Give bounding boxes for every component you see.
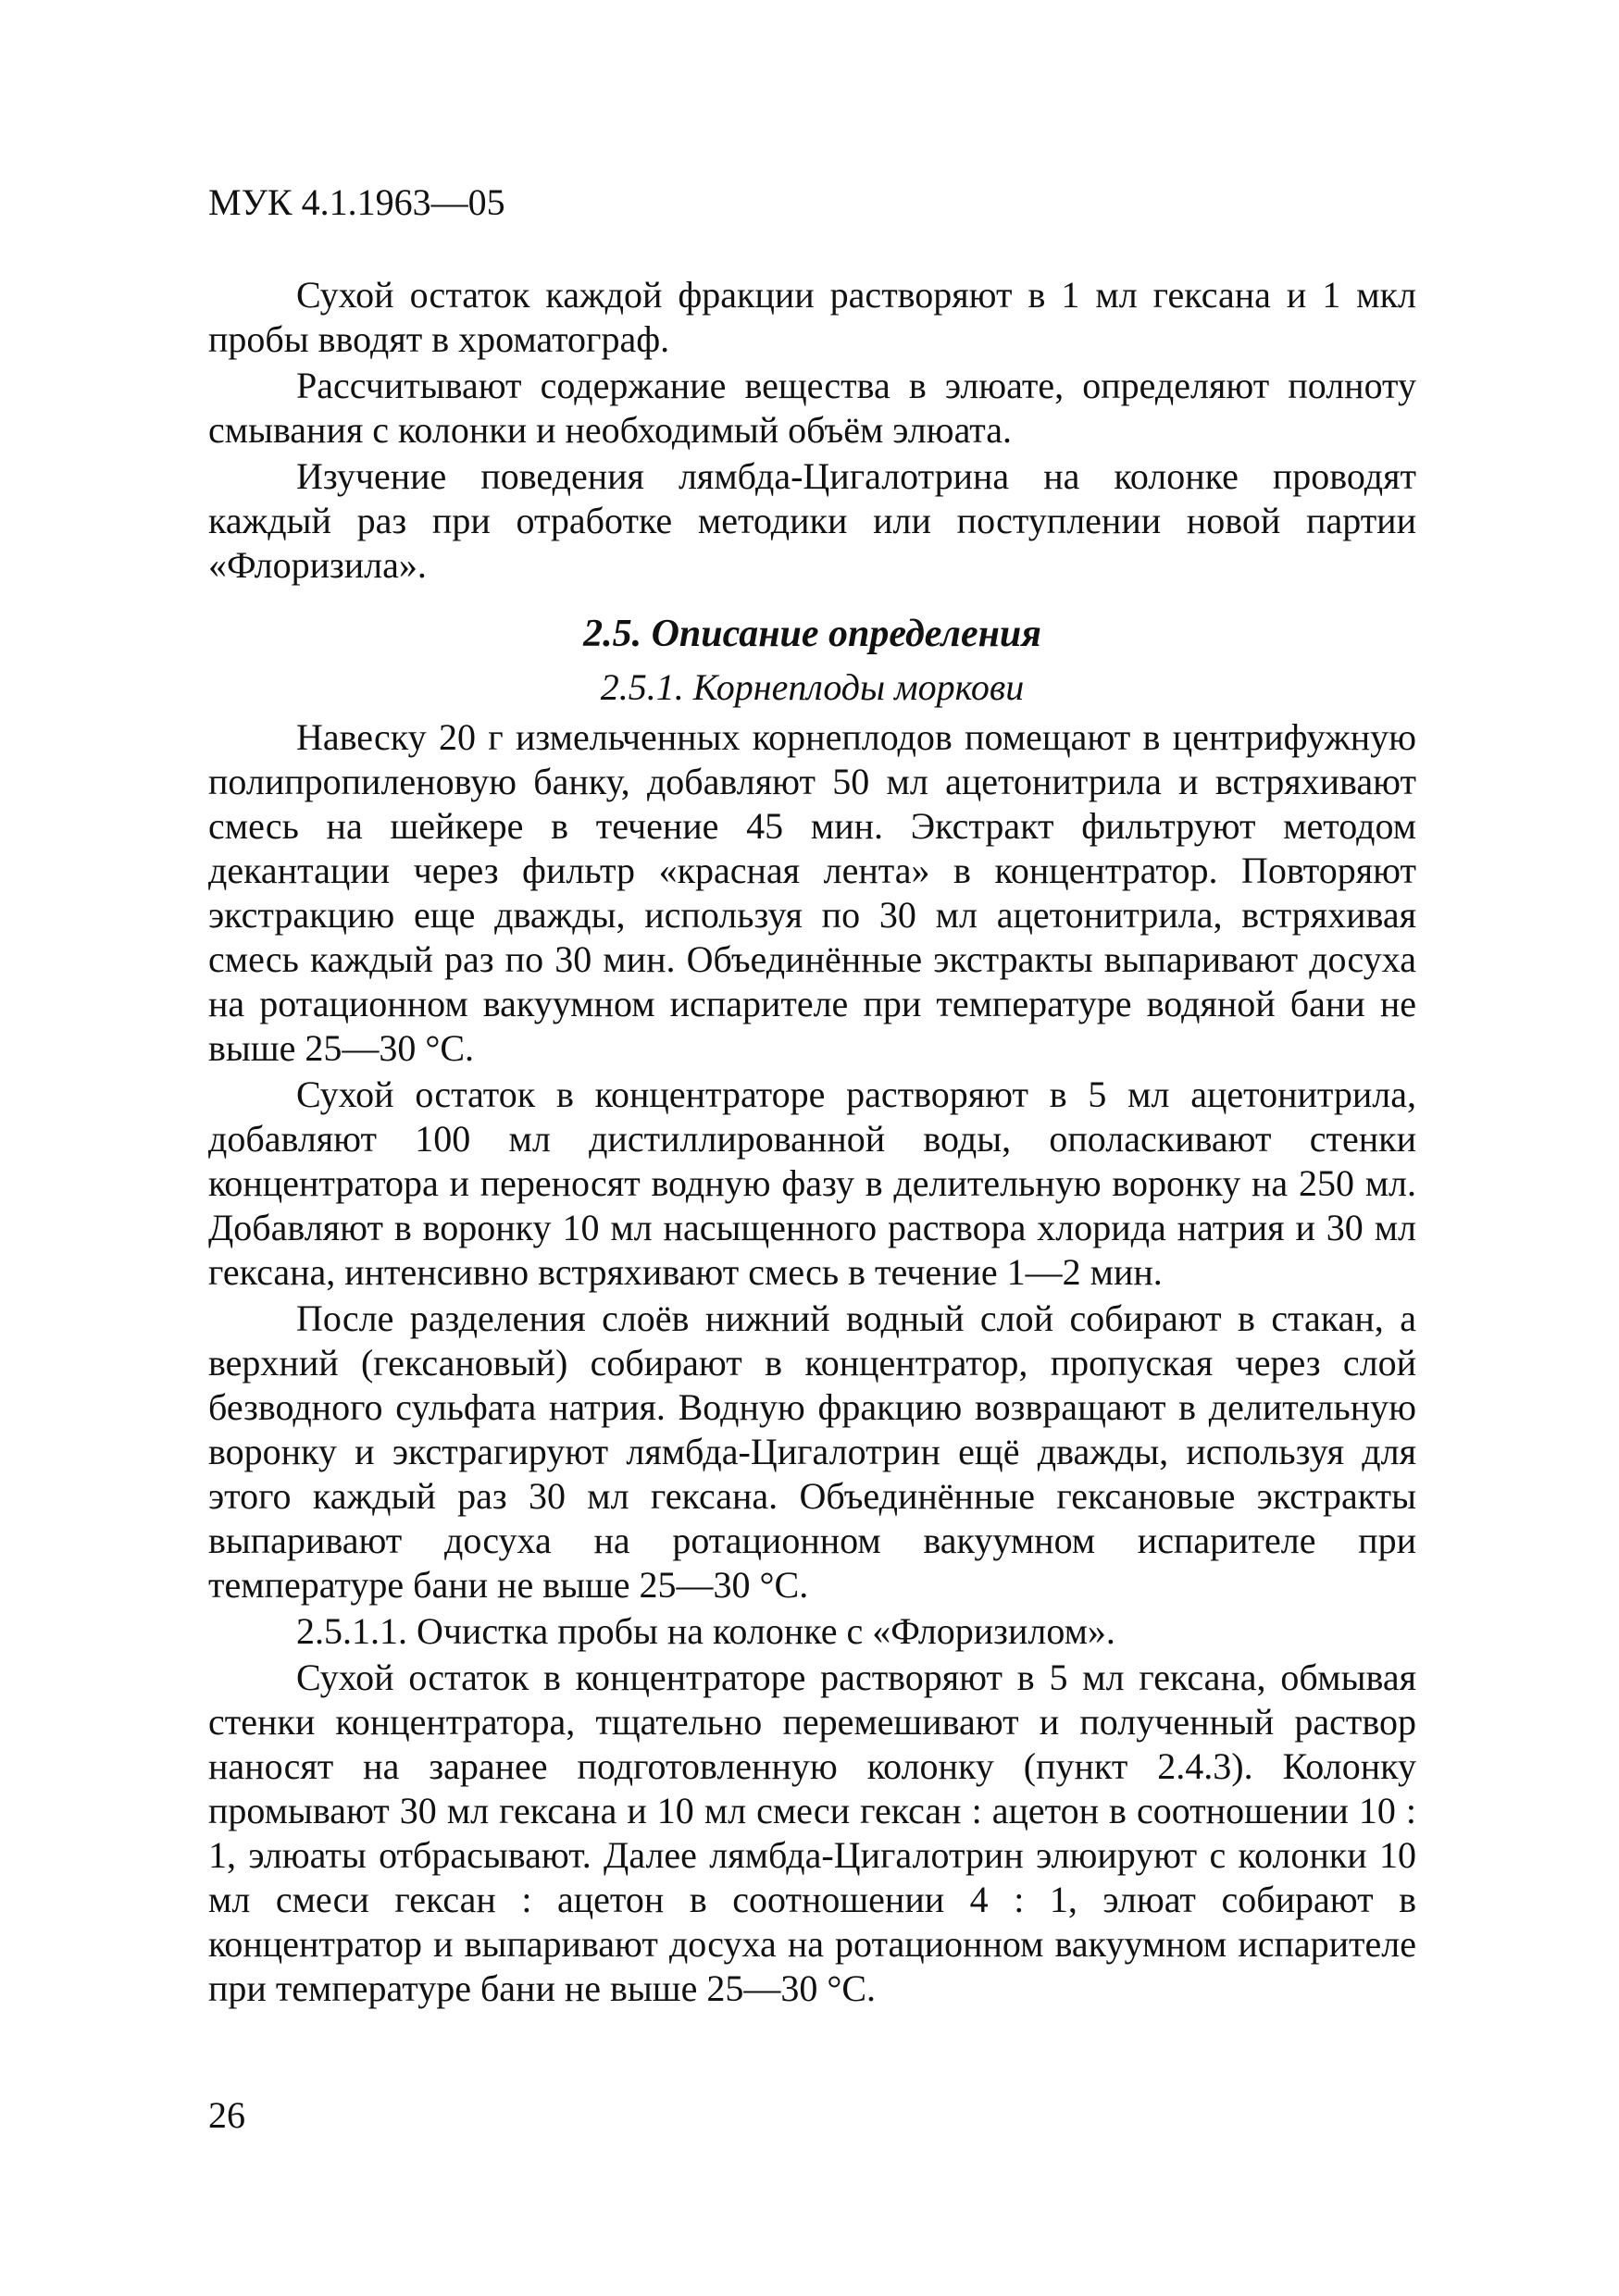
body-paragraph-4: Сухой остаток в концентраторе растворяют в 5 мл гексана, обмывая стенки концентратора, тщательно перемешивают и полученный раствор наносят на заранее подготовленную колонку (пункт 2.4.3). Колонку промывают 30 мл гексана и 10 мл смеси гексан : ацетон в соотношении 10 : 1, элюаты отбрасывают. Далее лямбда-Цигалотрин элюируют с колонки 10 мл смеси гексан : ацетон в соотношении 4 : 1, элюат собирают в концентратор и выпаривают досуха на ротационном вакуумном испарителе при температуре бани не выше 25—30 °С.: [208, 1657, 1416, 2009]
subsection-title: 2.5.1. Корнеплоды моркови: [600, 666, 1025, 708]
document-page: [208, 180, 1416, 2011]
section-title: 2.5. Описание определения: [583, 613, 1041, 655]
intro-paragraph-2: Рассчитывают содержание вещества в элюате, определяют полноту смывания с колонки и необходимый объём элюата.: [208, 365, 1416, 451]
body-paragraph-3: После разделения слоёв нижний водный слой собирают в стакан, а верхний (гексановый) собирают в концентратор, пропуская через слой безводного сульфата натрия. Водную фракцию возвращают в делительную воронку и экстрагируют лямбда-Цигалотрин ещё дважды, используя для этого каждый раз 30 мл гексана. Объединённые гексановые экстракты выпаривают досуха на ротационном вакуумном испарителе при температуре бани не выше 25—30 °С.: [208, 1297, 1416, 1606]
intro-paragraph-3: Изучение поведения лямбда-Цигалотрина на колонке проводят каждый раз при отработке методики или поступлении новой партии «Флоризила».: [208, 455, 1416, 586]
intro-paragraph-1: Сухой остаток каждой фракции растворяют в 1 мл гексана и 1 мкл пробы вводят в хроматограф.: [208, 274, 1416, 360]
document-code-header: МУК 4.1.1963—05: [208, 181, 505, 223]
body-paragraph-1: Навеску 20 г измельченных корнеплодов помещают в центрифужную полипропиленовую банку, добавляют 50 мл ацетонитрила и встряхивают смесь на шейкере в течение 45 мин. Экстракт фильтруют методом декантации через фильтр «красная лента» в концентратор. Повторяют экстракцию еще дважды, используя по 30 мл ацетонитрила, встряхивая смесь каждый раз по 30 мин. Объединённые экстракты выпаривают досуха на ротационном вакуумном испарителе при температуре водяной бани не выше 25—30 °С.: [208, 716, 1416, 1069]
clause-heading: 2.5.1.1. Очистка пробы на колонке с «Флоризилом».: [296, 1610, 1115, 1652]
page-number: 26: [208, 2094, 245, 2136]
body-paragraph-2: Сухой остаток в концентраторе растворяют в 5 мл ацетонитрила, добавляют 100 мл дистиллированной воды, ополаскивают стенки концентратора и переносят водную фазу в делительную воронку на 250 мл. Добавляют в воронку 10 мл насыщенного раствора хлорида натрия и 30 мл гексана, интенсивно встряхивают смесь в течение 1—2 мин.: [208, 1074, 1416, 1293]
